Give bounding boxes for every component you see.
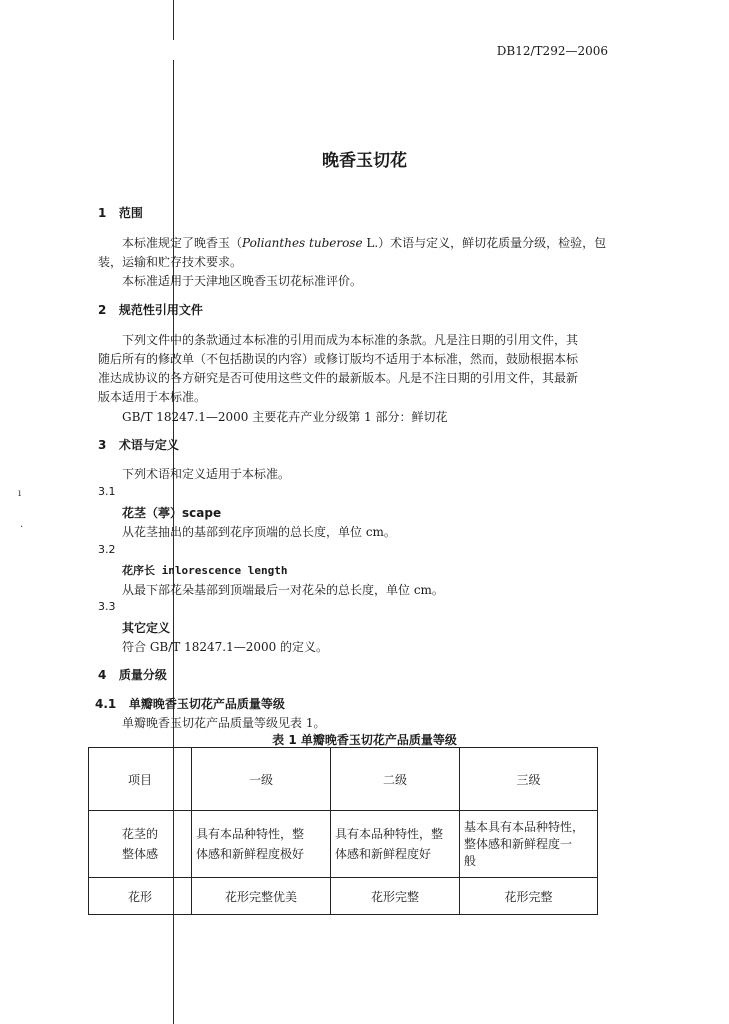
term-definition: 从最下部花朵基部到顶端最后一对花朵的总长度，单位 cm。 [122, 583, 444, 597]
table-header-cell: 一级 [192, 748, 331, 811]
term-name: 其它定义 [122, 621, 171, 635]
section-2-heading [98, 301, 203, 318]
margin-mark: · [20, 522, 24, 533]
term-name: 花茎（葶）scape [122, 506, 222, 520]
section-4-heading [98, 666, 167, 683]
term-definition: 从花茎抽出的基部到花序顶端的总长度，单位 cm。 [122, 525, 396, 539]
section-1-heading [98, 204, 143, 221]
scan-artifact-line [173, 0, 174, 40]
table-caption: 表 1 单瓣晚香玉切花产品质量等级 [272, 733, 457, 747]
quality-grade-table [88, 747, 598, 915]
table-cell: 花形完整 [460, 878, 598, 915]
latin-name: Polianthes tuberose [242, 236, 363, 250]
section-title: 质量分级 [118, 668, 167, 682]
table-header-row [89, 748, 598, 811]
section-3-heading [98, 436, 179, 453]
normative-paragraph-line: 准达成协议的各方研究是否可使用这些文件的最新版本。凡是不注日期的引用文件，其最新 [98, 371, 579, 385]
section-number: 3 [98, 438, 107, 452]
normative-paragraph-line: 随后所有的修改单（不包括勘误的内容）或修订版均不适用于本标准，然而，鼓励根据本标 [98, 352, 579, 366]
section-number: 2 [98, 303, 107, 317]
table-header-cell: 二级 [331, 748, 460, 811]
table-cell: 花形完整优美 [192, 878, 331, 915]
subsection-title: 单瓣晚香玉切花产品质量等级 [128, 697, 285, 711]
subsection-number: 4.1 [95, 697, 117, 711]
document-code: DB12/T292—2006 [496, 44, 608, 58]
normative-paragraph-line: 下列文件中的条款通过本标准的引用而成为本标准的条款。凡是注日期的引用文件，其 [122, 333, 579, 347]
terms-intro: 下列术语和定义适用于本标准。 [122, 467, 291, 481]
table-cell: 具有本品种特性，整 体感和新鲜程度好 [331, 811, 460, 878]
margin-mark: ı [18, 488, 22, 499]
subsection-text: 单瓣晚香玉切花产品质量等级见表 1。 [122, 716, 326, 730]
term-definition: 符合 GB/T 18247.1—2000 的定义。 [122, 640, 329, 654]
table-cell: 花形 [89, 878, 192, 915]
table-cell: 花形完整 [331, 878, 460, 915]
term-number: 3.1 [98, 485, 116, 498]
normative-reference: GB/T 18247.1—2000 主要花卉产业分级第 1 部分：鲜切花 [122, 410, 448, 424]
table-header-cell: 三级 [460, 748, 598, 811]
text-run: L.）术语与定义，鲜切花质量分级，检验，包 [362, 236, 607, 250]
term-number: 3.3 [98, 600, 116, 613]
table-header-cell: 项目 [89, 748, 192, 811]
normative-paragraph-line: 版本适用于本标准。 [98, 390, 207, 404]
term-number: 3.2 [98, 543, 116, 556]
scope-paragraph-line: 装，运输和贮存技术要求。 [98, 255, 243, 269]
table-cell: 基本具有本品种特性， 整体感和新鲜程度一 般 [460, 811, 598, 878]
table-cell: 具有本品种特性，整 体感和新鲜程度极好 [192, 811, 331, 878]
scope-paragraph-line [122, 234, 606, 251]
section-title: 规范性引用文件 [118, 303, 203, 317]
subsection-heading [95, 695, 285, 712]
section-title: 术语与定义 [118, 438, 179, 452]
table-cell: 花茎的 整体感 [89, 811, 192, 878]
table-row [89, 878, 598, 915]
section-number: 1 [98, 206, 107, 220]
table-row [89, 811, 598, 878]
section-title: 范围 [118, 206, 143, 220]
term-name: 花序长 inlorescence length [122, 564, 288, 577]
scope-applicability: 本标准适用于天津地区晚香玉切花标准评价。 [122, 274, 363, 288]
section-number: 4 [98, 668, 107, 682]
text-run: 本标准规定了晚香玉（ [122, 236, 243, 250]
page-title: 晚香玉切花 [322, 151, 407, 171]
